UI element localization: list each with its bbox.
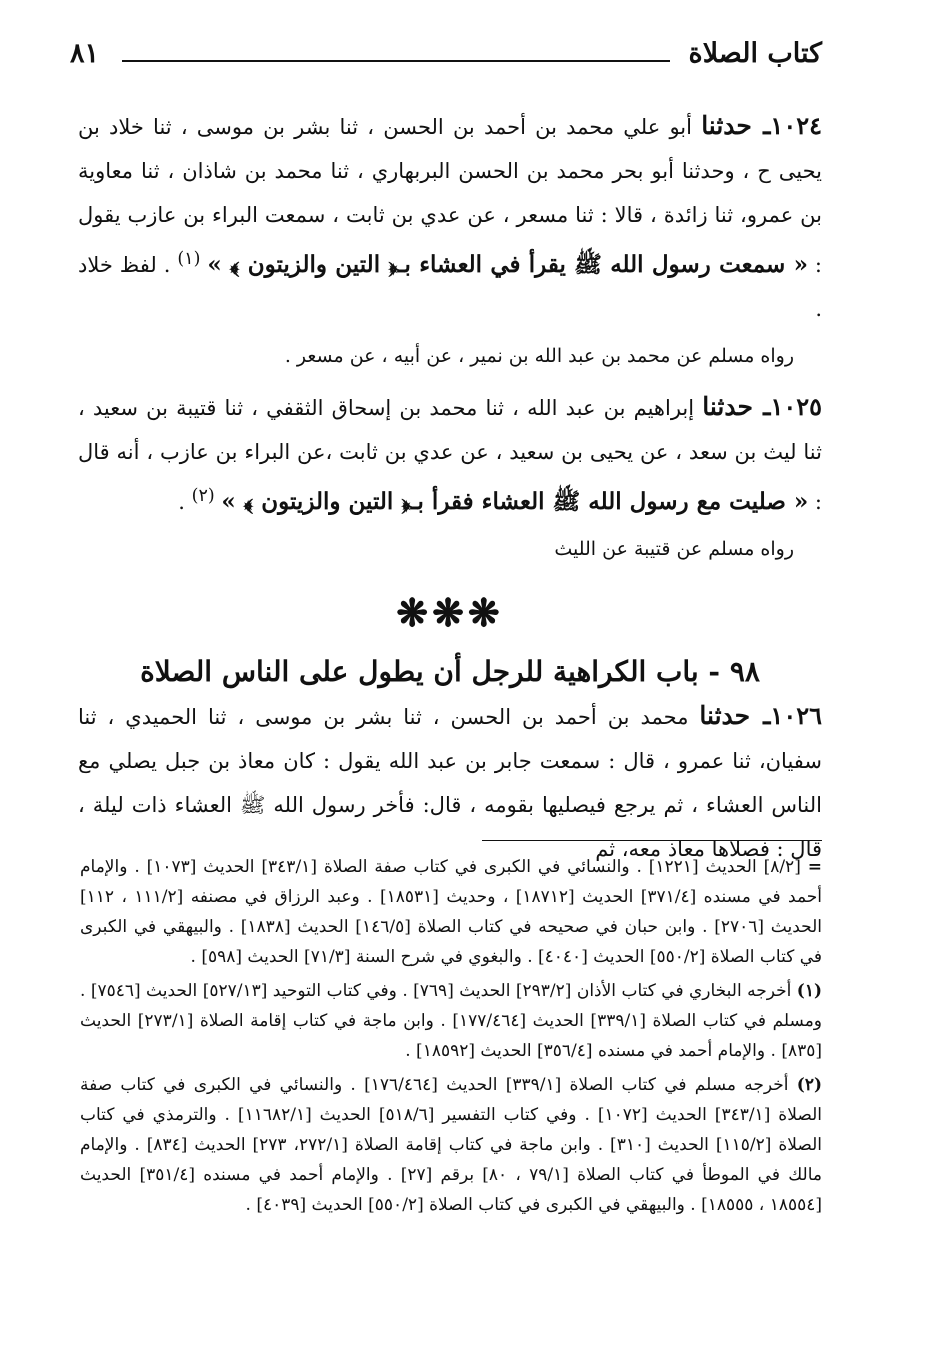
hadith-keyword: ـ حدثنا — [699, 701, 771, 730]
hadith-chain: إبراهيم بن عبد الله ، ثنا محمد بن إسحاق الثقفي ، ثنا قتيبة بن سعيد ، ثنا ليث بن سعد ، عن يحيى بن سعيد ، عن عدي بن ثابت ،عن البراء بن عازب ، أنه قال : — [78, 396, 822, 514]
hadith-number: ١٠٢٤ — [770, 111, 822, 140]
hadith-keyword: ـ حدثنا — [701, 111, 771, 140]
footnote — [80, 976, 822, 1066]
running-title: كتاب الصلاة — [688, 38, 822, 69]
footnote — [80, 1070, 822, 1220]
main-text — [78, 104, 822, 871]
page-header — [70, 38, 822, 78]
footnote-marker: (١) — [796, 981, 822, 1001]
chapter-title: ٩٨ - باب الكراهية للرجل أن يطول على الناس الصلاة — [140, 655, 760, 688]
hadith-quote: « صليت مع رسول الله ﷺ العشاء فقرأ بـ﴿ التين والزيتون ﴾ » — [221, 488, 809, 515]
narration-note: رواه مسلم عن محمد بن عبد الله بن نمير ، عن أبيه ، عن مسعر . — [284, 345, 794, 367]
hadith-chain: محمد بن أحمد بن الحسن ، ثنا بشر بن موسى ، ثنا الحميدي ، ثنا سفيان، ثنا عمرو ، قال : سمعت جابر بن عبد الله يقول : كان معاذ بن جبل يصلي مع الناس العشاء ، ثم يرجع فيصليها بقومه ، قال: فأخر رسول الله ﷺ العشاء ذات ليلة ، قال : فصلاها معاذ معه، ثم — [78, 705, 822, 861]
footnote-marker: = — [807, 857, 822, 877]
hadith-number: ١٠٢٥ — [770, 392, 822, 421]
narration-note: رواه مسلم عن قتيبة عن الليث — [554, 538, 794, 560]
footnote — [80, 852, 822, 972]
hadith-tail: . لفظ خلاد . — [78, 253, 822, 321]
footnote-text: أخرجه البخاري في كتاب الأذان [٢٩٣/٢] الحديث [٧٦٩] . وفي كتاب التوحيد [٥٢٧/١٣] الحديث [٧٥٤٦] . ومسلم في كتاب الصلاة [٣٣٩/١] الحديث [١٧٧/٤٦٤] . وابن ماجة في كتاب إقامة الصلاة [٢٧٣/١] الحديث [٨٣٥] . والإمام أحمد في مسنده [٣٥٦/٤] الحديث [١٨٥٩٢] . — [80, 981, 823, 1061]
footnote-ref: (٢) — [191, 486, 215, 506]
footnote-text: أخرجه مسلم في كتاب الصلاة [٣٣٩/١] الحديث [١٧٦/٤٦٤] . والنسائي في الكبرى في كتاب صفة الصلاة [٣٤٣/١] الحديث [١٠٧٢] . وفي كتاب التفسير [٥١٨/٦] الحديث [١١٦٨٢/١] . والترمذي في كتاب الصلاة [١١٥/٢] الحديث [٣١٠] . وابن ماجة في كتاب إقامة الصلاة [٢٧٢/١، ٢٧٣] الحديث [٨٣٤] . والإمام مالك في الموطأ في كتاب الصلاة [٧٩/١ ، ٨٠] برقم [٢٧] . والإمام أحمد في مسنده [٣٥١/٤] الحديث [١٨٥٥٤ ، ١٨٥٥٥] . والبيهقي في الكبرى في كتاب الصلاة [٥٥٠/٢] الحديث [٤٠٣٩] . — [80, 1075, 823, 1215]
hadith-1024 — [78, 104, 822, 331]
footnote-ref: (١) — [177, 249, 201, 269]
page-number: ٨١ — [70, 38, 100, 69]
hadith-tail: . — [178, 490, 185, 514]
footnote-marker: (٢) — [796, 1075, 823, 1095]
hadith-1025 — [78, 385, 822, 524]
hadith-keyword: ـ حدثنا — [702, 392, 771, 421]
hadith-1026 — [78, 694, 822, 871]
section-divider-stars: ❋❋❋ — [396, 590, 504, 635]
hadith-number: ١٠٢٦ — [770, 701, 822, 730]
footnote-text: [٨/٢] الحديث [١٢٢١] . والنسائي في الكبرى في كتاب صفة الصلاة [٣٤٣/١] الحديث [١٠٧٣] . والإمام أحمد في مسنده [٣٧١/٤] الحديث [١٨٧١٢] ، وحديث [١٨٥٣١] . وعبد الرزاق في مصنفه [١١١/٢ ، ١١٢] الحديث [٢٧٠٦] . وابن حبان في صحيحه في كتاب الصلاة [١٤٦/٥] الحديث [١٨٣٨] . والبيهقي في الكبرى في كتاب الصلاة [٥٥٠/٢] الحديث [٤٠٤٠] . والبغوي في شرح السنة [٧١/٣] الحديث [٥٩٨] . — [80, 857, 823, 967]
footnotes — [80, 852, 822, 1224]
hadith-chain: أبو علي محمد بن أحمد بن الحسن ، ثنا بشر بن موسى ، ثنا خلاد بن يحيى ح ، وحدثنا أبو بحر محمد بن الحسن البربهاري ، ثنا محمد بن شاذان ، ثنا معاوية بن عمرو، ثنا زائدة ، قالا : ثنا مسعر ، عن عدي بن ثابت ، سمعت البراء بن عازب يقول : — [78, 115, 822, 277]
header-rule — [122, 60, 670, 62]
hadith-quote: « سمعت رسول الله ﷺ يقرأ في العشاء بـ﴿ التين والزيتون ﴾ » — [207, 251, 808, 278]
footnote-separator — [482, 840, 822, 841]
